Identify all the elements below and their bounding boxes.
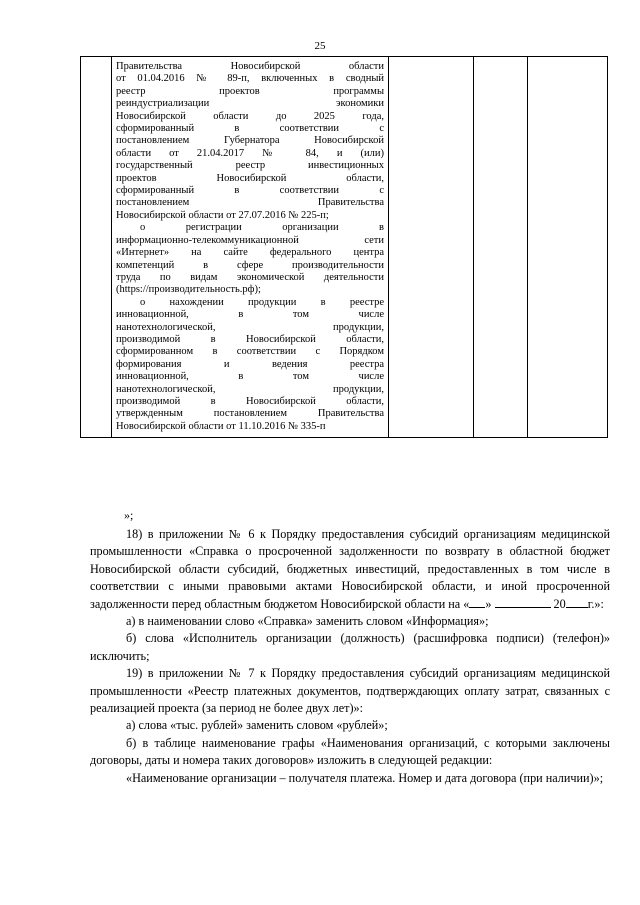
table-text-line: постановлением Губернатора Новосибирской <box>116 135 384 147</box>
table-text-line: труда по видам экономической деятельности <box>116 271 384 283</box>
document-table <box>80 56 608 438</box>
blank-day <box>469 597 485 608</box>
table-closing-mark: »; <box>124 508 134 522</box>
paragraph-18b: б) слова «Исполнитель организации (должность) (расшифровка подписи) (телефон)» исключить; <box>90 631 610 663</box>
page-number: 25 <box>314 40 326 52</box>
table-text-line: нанотехнологической, продукции, <box>116 321 384 333</box>
paragraph-19b: б) в таблице наименование графы «Наименования организаций, с которыми заключены договоры, даты и номера таких договоров» изложить в следующей редакции: <box>90 735 610 768</box>
table-text-line: сформированном в соответствии с Порядком <box>116 346 384 358</box>
table-text-line: области от 21.04.2017 № 84, и (или) <box>116 147 384 159</box>
table-text-line: Новосибирской области от 27.07.2016 № 225-п; <box>116 209 329 221</box>
table-text-line: проектов Новосибирской области, <box>116 172 384 184</box>
table-text-line: реестр проектов программы <box>116 85 384 97</box>
paragraph-19a: а) слова «тыс. рублей» заменить словом «рублей»; <box>126 718 388 733</box>
table-cell-text <box>112 57 389 438</box>
cell-text-block <box>112 57 388 437</box>
table-text-line: Новосибирской области от 11.10.2016 № 335-п <box>116 420 326 432</box>
table-text-line: сформированный в соответствии с <box>116 123 384 135</box>
table-cell-empty <box>389 57 474 438</box>
table-text-line: производимой в Новосибирской области, <box>116 333 384 345</box>
table-row <box>81 57 608 438</box>
paragraph-18a: а) в наименовании слово «Справка» заменить словом «Информация»; <box>126 614 489 629</box>
document-body <box>90 526 610 787</box>
table-text-line: «Интернет» на сайте федерального центра <box>116 247 384 259</box>
table-cell-empty <box>474 57 528 438</box>
table-text-line: реиндустриализации экономики <box>116 98 384 110</box>
table-text-line: государственный реестр инвестиционных <box>116 160 384 172</box>
table-cell-empty <box>528 57 608 438</box>
table-text-line: Новосибирской области до 2025 года, <box>116 110 384 122</box>
table-text-line: инновационной, в том числе <box>116 371 384 383</box>
year-prefix: 20 <box>553 596 566 611</box>
table-text-line: информационно-телекоммуникационной сети <box>116 234 384 246</box>
table-text-line: инновационной, в том числе <box>116 309 384 321</box>
paragraph-19: 19) в приложении № 7 к Порядку предоставления субсидий организациям медицинской промышленности «Реестр платежных документов, подтверждающих оплату затрат, связанных с реализацией проекта (за период не более двух лет)»: <box>90 666 610 716</box>
paragraph-18-tail: г.»: <box>587 596 604 611</box>
table-text-line: о нахождении продукции в реестре <box>140 296 384 308</box>
table-cell-empty <box>81 57 112 438</box>
blank-month <box>495 597 551 608</box>
paragraph-19c: «Наименование организации – получателя платежа. Номер и дата договора (при наличии)»; <box>126 770 604 785</box>
table-text-line: производимой в Новосибирской области, <box>116 395 384 407</box>
quote-close: » <box>485 596 492 611</box>
paragraph-18-text: 18) в приложении № 6 к Порядку предоставления субсидий организациям медицинской промышленности «Справка о просроченной задолженности по возврату в областной бюджет Новосибирской области субсидий, бюджетных инвестиций, предоставленных в том числе в соответствии с иными правовыми актами Новосибирской области, и иной просроченной задолженности перед областным бюджетом Новосибирской области на « <box>90 527 610 611</box>
table-text-line: (https://производительность.рф); <box>116 284 261 296</box>
blank-year <box>566 597 588 608</box>
table-text-line: Правительства Новосибирской области <box>116 61 384 72</box>
table-text-line: от 01.04.2016 № 89-п, включенных в сводный <box>116 73 384 85</box>
table-text-line: компетенций в сфере производительности <box>116 259 384 271</box>
table-text-line: о регистрации организации в <box>140 222 384 234</box>
paragraph-18 <box>90 526 610 613</box>
table-text-line: нанотехнологической, продукции, <box>116 383 384 395</box>
table-text-line: постановлением Правительства <box>116 197 384 209</box>
table-text-line: формирования и ведения реестра <box>116 358 384 370</box>
table-text-line: утвержденным постановлением Правительства <box>116 408 384 420</box>
table-text-line: сформированный в соответствии с <box>116 185 384 197</box>
